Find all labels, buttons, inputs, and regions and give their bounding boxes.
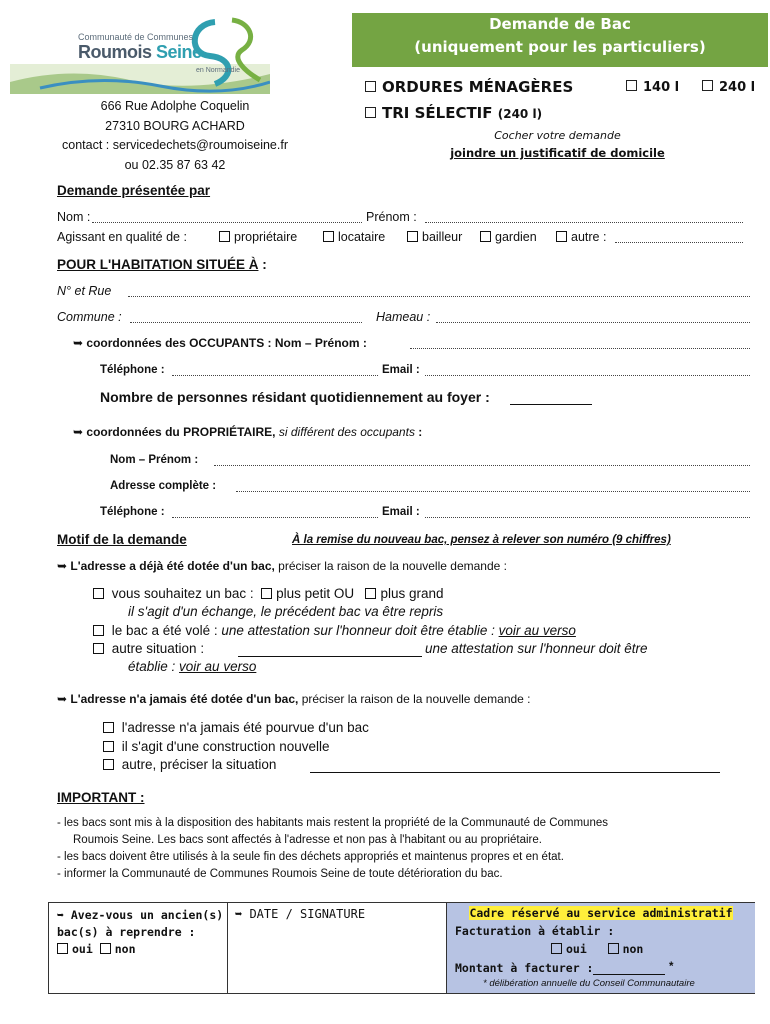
option-140[interactable]: 140 l — [626, 80, 679, 95]
deja-label: ➥ L'adresse a déjà été dotée d'un bac, préciser la raison de la nouvelle demande : — [57, 559, 507, 573]
proprio-nom-field[interactable] — [214, 465, 750, 466]
footer-table — [48, 902, 755, 994]
opt-autre-situation[interactable]: autre situation : — [93, 641, 204, 656]
proprio-telephone-label: Téléphone : — [100, 506, 165, 518]
header-title: Demande de Bac — [489, 15, 631, 33]
email-label: Email : — [382, 364, 420, 376]
occupants-label: ➥ coordonnées des OCCUPANTS : Nom – Prénom : — [73, 336, 367, 350]
telephone-label: Téléphone : — [100, 364, 165, 376]
autre-preciser-field[interactable] — [310, 772, 720, 773]
tri-checkbox[interactable] — [365, 107, 376, 118]
address-line2: 27310 BOURG ACHARD — [105, 118, 245, 133]
section-important-title: IMPORTANT : — [57, 790, 145, 805]
plus-grand-checkbox[interactable] — [365, 588, 376, 599]
agissant-label: Agissant en qualité de : — [57, 230, 187, 244]
option-240[interactable]: 240 l — [702, 80, 755, 95]
commune-label: Commune : — [57, 310, 122, 324]
deliberation-note: * délibération annuelle du Conseil Communautaire — [483, 978, 695, 989]
nom-field[interactable] — [92, 222, 362, 223]
q-proprietaire[interactable]: propriétaire — [219, 230, 297, 244]
logo-name: Roumois Seine — [78, 42, 202, 62]
section-habitation-title: POUR L'HABITATION SITUÉE À : — [57, 257, 267, 272]
plus-petit-checkbox[interactable] — [261, 588, 272, 599]
montant-star: * — [669, 961, 674, 973]
proprio-telephone-field[interactable] — [172, 517, 378, 518]
num-rue-field[interactable] — [128, 296, 750, 297]
ancien-bac-question: ➥ Avez-vous un ancien(s) bac(s) à reprendre : oui non — [57, 908, 224, 956]
nb-personnes-field[interactable] — [510, 404, 592, 405]
nb-personnes-label: Nombre de personnes résidant quotidiennement au foyer : — [100, 389, 490, 405]
facturation-label: Facturation à établir : — [455, 924, 615, 938]
date-signature[interactable]: ➥ DATE / SIGNATURE — [235, 907, 366, 921]
opt-souhaitez-note: il s'agit d'un échange, le précédent bac va être repris — [128, 604, 444, 619]
section-motif-title: Motif de la demande — [57, 532, 187, 547]
header-title-box — [352, 13, 768, 67]
autre-field[interactable] — [615, 242, 743, 243]
logo-sub: en Normandie — [196, 67, 240, 74]
240-checkbox[interactable] — [702, 80, 713, 91]
footer-divider — [227, 903, 228, 993]
motif-reminder: À la remise du nouveau bac, pensez à relever son numéro (9 chiffres) — [292, 534, 671, 546]
address-line1: 666 Rue Adolphe Coquelin — [100, 99, 250, 113]
proprio-email-field[interactable] — [425, 517, 750, 518]
occupants-field[interactable] — [410, 348, 750, 349]
opt-jamais-pourvue[interactable]: l'adresse n'a jamais été pourvue d'un bac — [103, 720, 369, 735]
q-autre[interactable]: autre : — [556, 230, 606, 244]
header-note2: joindre un justificatif de domicile — [450, 146, 665, 160]
jamais-label: ➥ L'adresse n'a jamais été dotée d'un bac, préciser la raison de la nouvelle demande : — [57, 692, 531, 706]
proprio-adresse-label: Adresse complète : — [110, 480, 217, 492]
prenom-field[interactable] — [425, 222, 743, 223]
opt-souhaitez[interactable]: vous souhaitez un bac : plus petit OU plus grand — [93, 586, 443, 601]
opt-construction[interactable]: il s'agit d'une construction nouvelle — [103, 739, 330, 754]
facturation-non-checkbox[interactable] — [608, 943, 619, 954]
num-rue-label: N° et Rue — [57, 284, 112, 298]
address-block — [30, 97, 320, 175]
montant-field[interactable] — [593, 974, 665, 975]
140-checkbox[interactable] — [626, 80, 637, 91]
opt-vole[interactable]: le bac a été volé : une attestation sur l'honneur doit être établie : voir au verso — [93, 623, 576, 638]
email-field[interactable] — [425, 375, 750, 376]
commune-field[interactable] — [130, 322, 362, 323]
admin-box — [446, 903, 755, 993]
opt-autre-preciser[interactable]: autre, préciser la situation — [103, 757, 276, 772]
ancien-oui-checkbox[interactable] — [57, 943, 68, 954]
q-bailleur[interactable]: bailleur — [407, 230, 462, 244]
option-tri[interactable]: TRI SÉLECTIF (240 l) — [365, 104, 542, 122]
facturation-options: oui non — [551, 942, 643, 956]
hameau-label: Hameau : — [376, 310, 431, 324]
logo-line1: Communauté de Communes — [78, 32, 194, 42]
header-subtitle: (uniquement pour les particuliers) — [414, 38, 706, 56]
ancien-non-checkbox[interactable] — [100, 943, 111, 954]
autre-situation-field[interactable] — [238, 656, 422, 657]
prenom-label: Prénom : — [366, 210, 417, 224]
facturation-oui-checkbox[interactable] — [551, 943, 562, 954]
opt-autre-note2: établie : voir au verso — [128, 659, 257, 674]
hameau-field[interactable] — [436, 322, 750, 323]
montant-label: Montant à facturer : — [455, 961, 594, 975]
proprietaire-label: ➥ coordonnées du PROPRIÉTAIRE, si différent des occupants : — [73, 425, 423, 439]
q-locataire[interactable]: locataire — [323, 230, 385, 244]
section-demande-title: Demande présentée par — [57, 183, 211, 198]
proprio-email-label: Email : — [382, 506, 420, 518]
opt-autre-note: une attestation sur l'honneur doit être — [425, 641, 648, 656]
header-note1: Cocher votre demande — [494, 129, 621, 142]
admin-title: Cadre réservé au service administratif — [469, 906, 733, 920]
proprio-nom-label: Nom – Prénom : — [110, 454, 199, 466]
q-gardien[interactable]: gardien — [480, 230, 537, 244]
option-om[interactable]: ORDURES MÉNAGÈRES — [365, 78, 573, 96]
logo — [10, 14, 270, 94]
contact-phone: ou 02.35 87 63 42 — [124, 157, 226, 172]
telephone-field[interactable] — [172, 375, 378, 376]
nom-label: Nom : — [57, 210, 91, 224]
important-text: - les bacs sont mis à la disposition des habitants mais restent la propriété de la Communauté de Communes Roumois Seine. Les bacs sont affectés à l'adresse et non pas à l'habitant ou au propriétaire. - les bacs doivent être utilisés à la seule fin des déchets appropriés et maintenus propres et en état. - informer la Communauté de Communes Roumois Seine de toute détérioration du bac. — [57, 817, 608, 880]
proprio-adresse-field[interactable] — [236, 491, 750, 492]
om-checkbox[interactable] — [365, 81, 376, 92]
contact-email: contact : servicedechets@roumoiseine.fr — [62, 138, 288, 152]
